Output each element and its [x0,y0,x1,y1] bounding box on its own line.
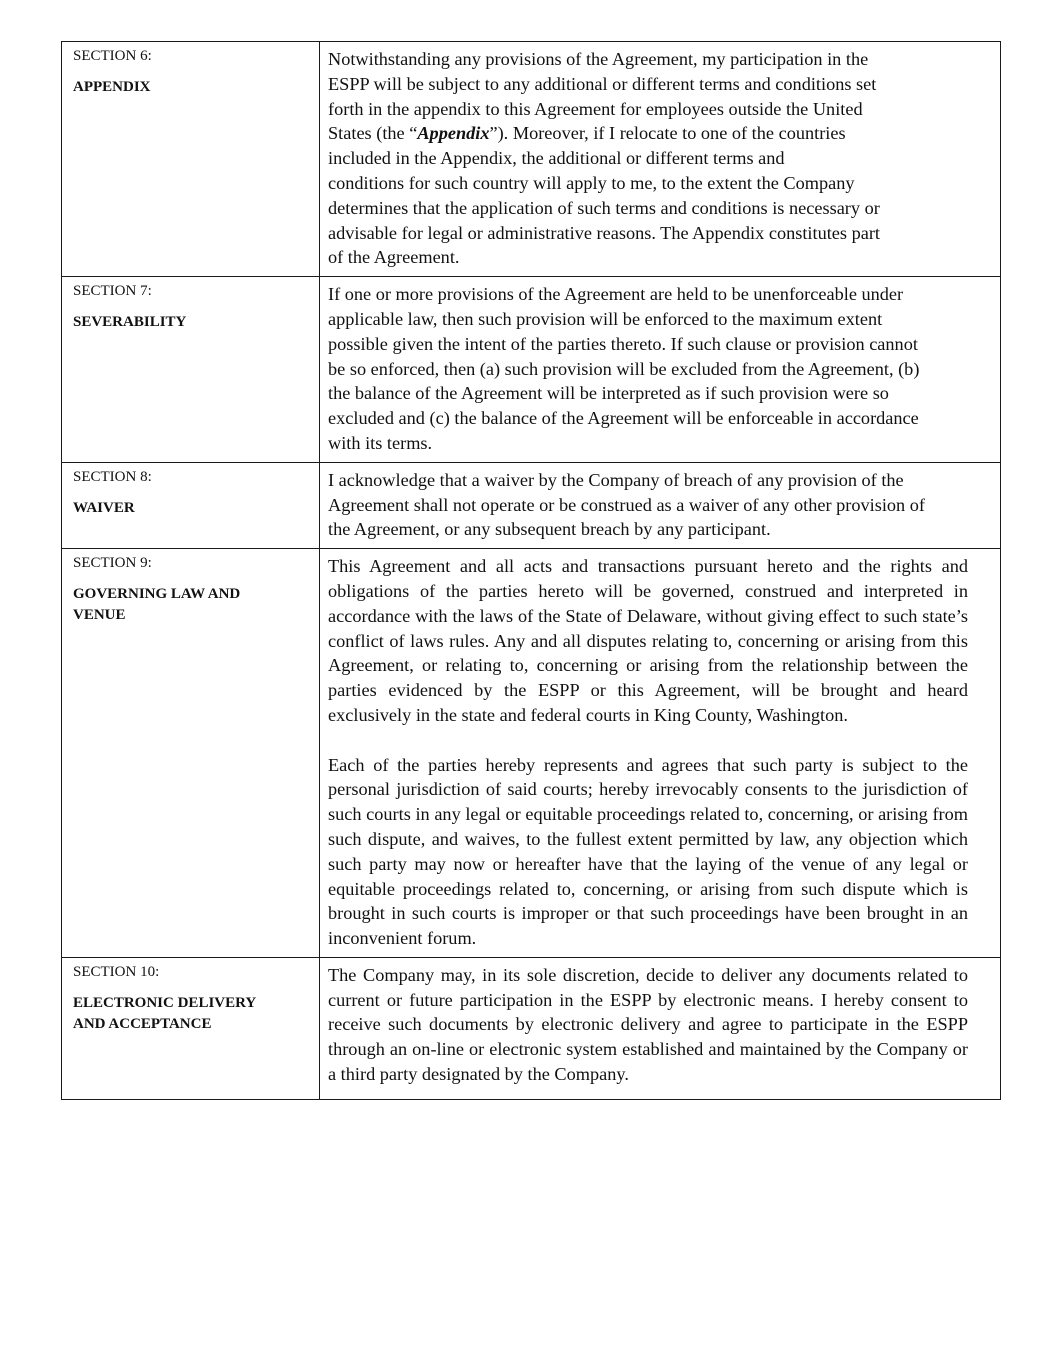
section-8-number: SECTION 8: [73,468,152,485]
section-9-paragraph-2: Each of the parties hereby represents and agrees that such party is subject to the personal jurisdiction of said courts; hereby irrevocably consents to the jurisdiction of such courts in any legal or equitable proceedings related to, concerning, or arising from such dispute, and waives, to the fullest extent permitted by law, any objection which such party may now or hereafter have that the laying of the venue of any legal or equitable proceedings related to, concerning, or arising from such dispute which is brought in such courts is improper or that such proceedings have been brought in an inconvenient forum. [328,754,968,949]
section-10-paragraph: The Company may, in its sole discretion, decide to deliver any documents related to current or future participation in the ESPP by electronic means. I hereby consent to receive such documents by electronic delivery and agree to participate in the ESPP through an on-line or electronic system established and maintained by the Company or a third party designated by the Company. [328,964,968,1085]
section-9-number: SECTION 9: [73,555,152,572]
section-10-number: SECTION 10: [73,963,160,980]
section-10-title-line: ELECTRONIC DELIVERY [73,994,257,1011]
section-7-heading-cell [62,277,320,463]
section-6-title: APPENDIX [73,79,151,95]
section-9-body-cell [320,549,1001,958]
section-7-line: with its terms. [328,432,433,453]
section-7-line: If one or more provisions of the Agreement are held to be unenforceable under [328,284,904,305]
section-8-line: Agreement shall not operate or be construed as a waiver of any other provision of [328,494,925,515]
section-9-paragraph-1: This Agreement and all acts and transactions pursuant hereto and the rights and obligations of the parties hereto will be governed, construed and interpreted in accordance with the laws of the State of Delaware, without giving effect to such state’s conflict of laws rules. Any and all disputes relating to, concerning or arising from this Agreement, or relating to, concerning or arising from the relationship between the parties evidenced by the ESPP or this Agreement, will be brought and heard exclusively in the state and federal courts in King County, Washington. [328,556,968,725]
section-10-body-cell [320,957,1001,1099]
section-9-row [62,549,1001,958]
section-6-line: advisable for legal or administrative reasons. The Appendix constitutes part [328,222,881,243]
section-7-row [62,277,1001,463]
section-10-row [62,957,1001,1099]
section-9-title [73,584,311,626]
section-10-title-line: AND ACCEPTANCE [73,1015,212,1032]
section-7-line: the balance of the Agreement will be interpreted as if such provision were so [328,383,889,404]
section-8-title: WAIVER [73,499,135,516]
section-6-line: included in the Appendix, the additional or different terms and [328,148,785,169]
section-6-line: Notwithstanding any provisions of the Agreement, my participation in the [328,49,869,69]
section-7-title: SEVERABILITY [73,314,187,331]
section-9-title-line: VENUE [73,607,126,624]
section-6-line4-after: ”). Moreover, if I relocate to one of the countries [489,123,846,144]
section-10-title [73,993,311,1035]
section-8-body-cell [320,462,1001,548]
section-9-title-line: GOVERNING LAW AND [73,586,241,603]
section-8-line: the Agreement, or any subsequent breach by any participant. [328,519,771,540]
section-8-heading-cell [62,462,320,548]
section-7-text [328,282,992,456]
section-7-line: be so enforced, then (a) such provision will be excluded from the Agreement, (b) [328,358,920,379]
section-7-line: applicable law, then such provision will be enforced to the maximum extent [328,308,883,329]
section-7-line: possible given the intent of the parties thereto. If such clause or provision cannot [328,333,918,354]
section-8-line: I acknowledge that a waiver by the Company of breach of any provision of the [328,469,904,490]
section-6-line: determines that the application of such terms and conditions is necessary or [328,197,880,218]
section-7-number: SECTION 7: [73,283,152,300]
paragraph-spacer [328,728,992,753]
section-7-body-cell [320,277,1001,463]
section-6-row [62,42,1001,277]
section-6-line4-before: States (the “ [328,123,418,144]
section-6-body-cell [320,42,1001,277]
section-8-text [328,468,992,542]
section-8-row [62,462,1001,548]
section-6-line [328,121,992,146]
section-6-line: of the Agreement. [328,247,460,268]
appendix-defined-term: Appendix [417,123,490,144]
section-7-line: excluded and (c) the balance of the Agreement will be enforceable in accordance [328,408,919,429]
section-6-number: SECTION 6: [73,48,152,64]
section-10-heading-cell [62,957,320,1099]
agreement-sections-table [61,41,1001,1100]
section-6-heading-cell [62,42,320,277]
section-6-line: ESPP will be subject to any additional or different terms and conditions set [328,73,877,94]
section-9-heading-cell [62,549,320,958]
section-6-line: forth in the appendix to this Agreement for employees outside the United [328,98,863,119]
section-6-text [328,47,992,270]
section-6-line: conditions for such country will apply to me, to the extent the Company [328,172,855,193]
